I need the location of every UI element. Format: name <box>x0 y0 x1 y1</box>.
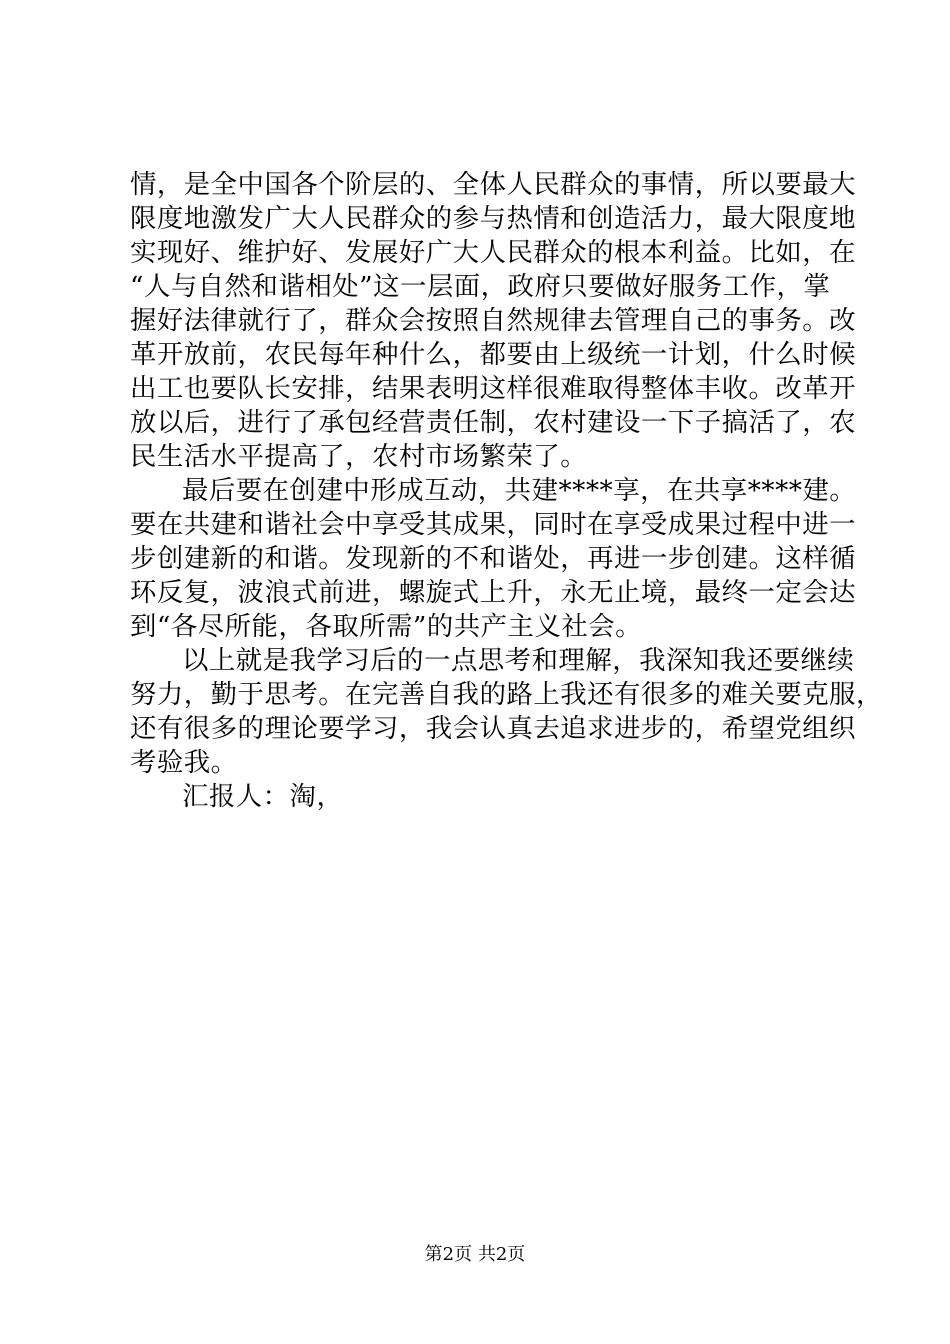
text-line: 到“各尽所能，各取所需”的共产主义社会。 <box>130 611 643 642</box>
text-line: 要在共建和谐社会中享受其成果，同时在享受成果过程中进一 <box>130 509 857 540</box>
text-line: 还有很多的理论要学习，我会认真去追求进步的，希望党组织 <box>130 713 857 744</box>
document-body <box>130 168 883 814</box>
text-line: 民生活水平提高了，农村市场繁荣了。 <box>130 441 588 472</box>
text-line: “人与自然和谐相处”这一层面，政府只要做好服务工作，掌 <box>130 271 831 302</box>
text-line: 握好法律就行了，群众会按照自然规律去管理自己的事务。改 <box>130 305 857 336</box>
paragraph <box>130 474 857 644</box>
paragraph <box>130 644 883 780</box>
text-line: 考验我。 <box>130 747 238 778</box>
page-footer: 第2页 共2页 <box>424 1244 526 1265</box>
paragraph <box>130 168 857 474</box>
text-line: 环反复，波浪式前进，螺旋式上升，永无止境，最终一定会达 <box>130 577 857 608</box>
text-line: 步创建新的和谐。发现新的不和谐处，再进一步创建。这样循 <box>130 543 857 574</box>
text-line: 出工也要队长安排，结果表明这样很难取得整体丰收。改革开 <box>130 373 857 404</box>
text-line: 最后要在创建中形成互动，共建****享，在共享****建。 <box>182 475 857 506</box>
text-line: 限度地激发广大人民群众的参与热情和创造活力，最大限度地 <box>130 203 857 234</box>
text-line: 努力，勤于思考。在完善自我的路上我还有很多的难关要克服， <box>130 679 883 710</box>
text-line: 情，是全中国各个阶层的、全体人民群众的事情，所以要最大 <box>130 169 857 200</box>
text-line: 革开放前，农民每年种什么，都要由上级统一计划，什么时候 <box>130 339 857 370</box>
text-line: 放以后，进行了承包经营责任制，农村建设一下子搞活了，农 <box>130 407 857 438</box>
text-line: 以上就是我学习后的一点思考和理解，我深知我还要继续 <box>182 645 855 676</box>
signature-line: 汇报人：淘， <box>182 781 344 812</box>
paragraph <box>130 780 830 814</box>
text-line: 实现好、维护好、发展好广大人民群众的根本利益。比如，在 <box>130 237 857 268</box>
